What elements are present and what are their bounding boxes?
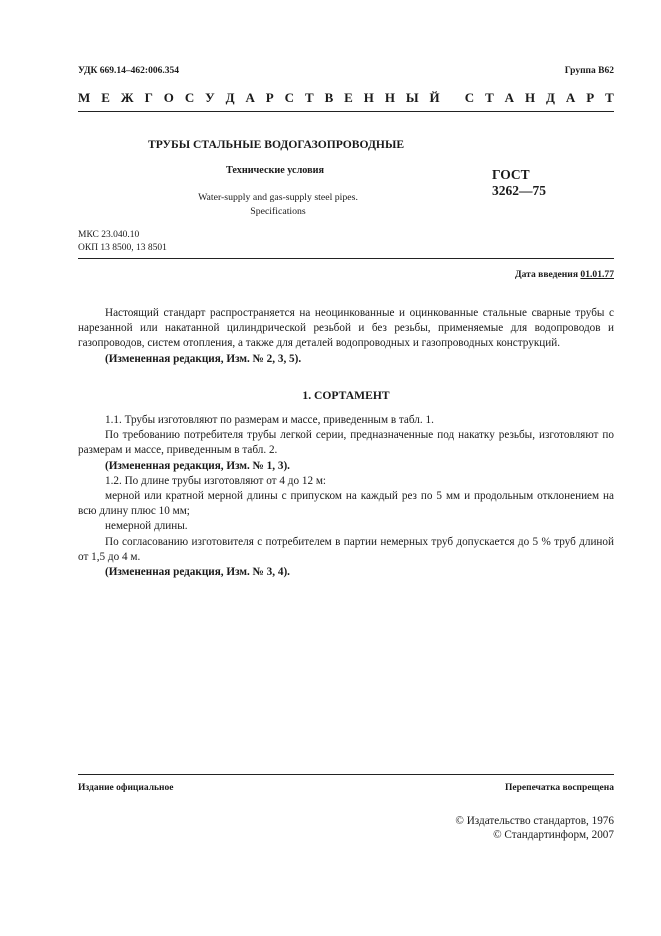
banner-letter: Ы xyxy=(405,90,419,105)
codes-rule xyxy=(78,258,614,259)
gost-number: 3262—75 xyxy=(492,183,546,198)
intro-paragraph: Настоящий стандарт распространяется на неоцинкованные и оцинкованные стальные сварные трубы с нарезанной или накатанной цилиндрической резьбой и без резьбы, применяемые для водопроводов и газопроводов, систем отопления, а также для деталей водопроводных и газопроводных конструкций. xyxy=(78,307,614,350)
introduction-date-label: Дата введения xyxy=(514,269,579,280)
gost-label: ГОСТ xyxy=(492,167,530,182)
copyright-line-1: © Издательство стандартов, 1976 xyxy=(455,815,614,827)
intro-amendment: (Измененная редакция, Изм. № 2, 3, 5). xyxy=(105,352,302,365)
mks-code: МКС 23.040.10 xyxy=(78,230,140,240)
section1-body xyxy=(78,413,614,580)
interstate-standard-banner xyxy=(78,90,614,106)
banner-letter: Т xyxy=(485,90,494,105)
official-edition: Издание официальное xyxy=(78,783,174,793)
banner-gap xyxy=(451,90,454,106)
header-rule xyxy=(78,111,614,112)
footer-rule xyxy=(78,774,614,775)
introduction-date-value: 01.01.77 xyxy=(580,269,614,280)
clause-1-2-unmeasured: немерной длины. xyxy=(105,520,188,533)
document-title: ТРУБЫ СТАЛЬНЫЕ ВОДОГАЗОПРОВОДНЫЕ xyxy=(148,138,405,151)
banner-letter: А xyxy=(565,90,576,105)
banner-letter: С xyxy=(464,90,475,105)
banner-letter: Н xyxy=(384,90,395,105)
copyright-line-2: © Стандартинформ, 2007 xyxy=(493,829,614,841)
banner-letter: Ж xyxy=(120,90,134,105)
english-title-line2: Specifications xyxy=(250,206,306,217)
banner-letter: В xyxy=(324,90,334,105)
banner-letter: Р xyxy=(265,90,274,105)
amendment-2: (Измененная редакция, Изм. № 3, 4). xyxy=(105,566,290,579)
banner-letter: М xyxy=(78,90,91,105)
section-heading: 1. СОРТАМЕНТ xyxy=(302,389,390,402)
banner-letter: Н xyxy=(363,90,374,105)
banner-letter: Д xyxy=(546,90,555,105)
clause-1-1-extra: По требованию потребителя трубы легкой серии, предназначенные под накатку резьбы, изготовляют по размерам и массе, приведенным в табл. 2. xyxy=(78,429,614,457)
english-title-line1: Water-supply and gas-supply steel pipes. xyxy=(198,192,358,203)
banner-letter: Р xyxy=(586,90,595,105)
banner-letter: Г xyxy=(144,90,153,105)
banner-letter: Й xyxy=(429,90,440,105)
okp-code: ОКП 13 8500, 13 8501 xyxy=(78,243,167,253)
banner-letter: Д xyxy=(225,90,235,105)
amendment-1: (Измененная редакция, Изм. № 1, 3). xyxy=(105,459,290,472)
banner-letter: А xyxy=(504,90,515,105)
introduction-date xyxy=(515,269,614,280)
document-subtitle: Технические условия xyxy=(226,165,325,176)
clause-1-2-agreement: По согласованию изготовителя с потребителем в партии немерных труб допускается до 5 % труб длиной от 1,5 до 4 м. xyxy=(78,535,614,563)
udk-code: УДК 669.14–462:006.354 xyxy=(78,66,179,76)
banner-letter: Е xyxy=(344,90,353,105)
banner-letter: Т xyxy=(304,90,314,105)
reprint-prohibited: Перепечатка воспрещена xyxy=(504,783,614,793)
banner-letter: Н xyxy=(524,90,536,105)
clause-1-2-measured: мерной или кратной мерной длины с припуском на каждый рез по 5 мм и продольным отклонением на всю длину плюс 10 мм; xyxy=(78,490,614,518)
banner-letter: Е xyxy=(101,90,110,105)
banner-letter: А xyxy=(245,90,255,105)
intro-section xyxy=(78,306,614,367)
banner-letter: С xyxy=(284,90,295,105)
banner-letter: С xyxy=(184,90,195,105)
banner-letter: Т xyxy=(605,90,614,105)
clause-1-2: 1.2. По длине трубы изготовляют от 4 до 12 м: xyxy=(105,474,327,487)
group-code: Группа В62 xyxy=(564,66,614,76)
banner-letter: О xyxy=(163,90,174,105)
clause-1-1: 1.1. Трубы изготовляют по размерам и массе, приведенным в табл. 1. xyxy=(105,414,434,426)
banner-letter: У xyxy=(205,90,215,105)
